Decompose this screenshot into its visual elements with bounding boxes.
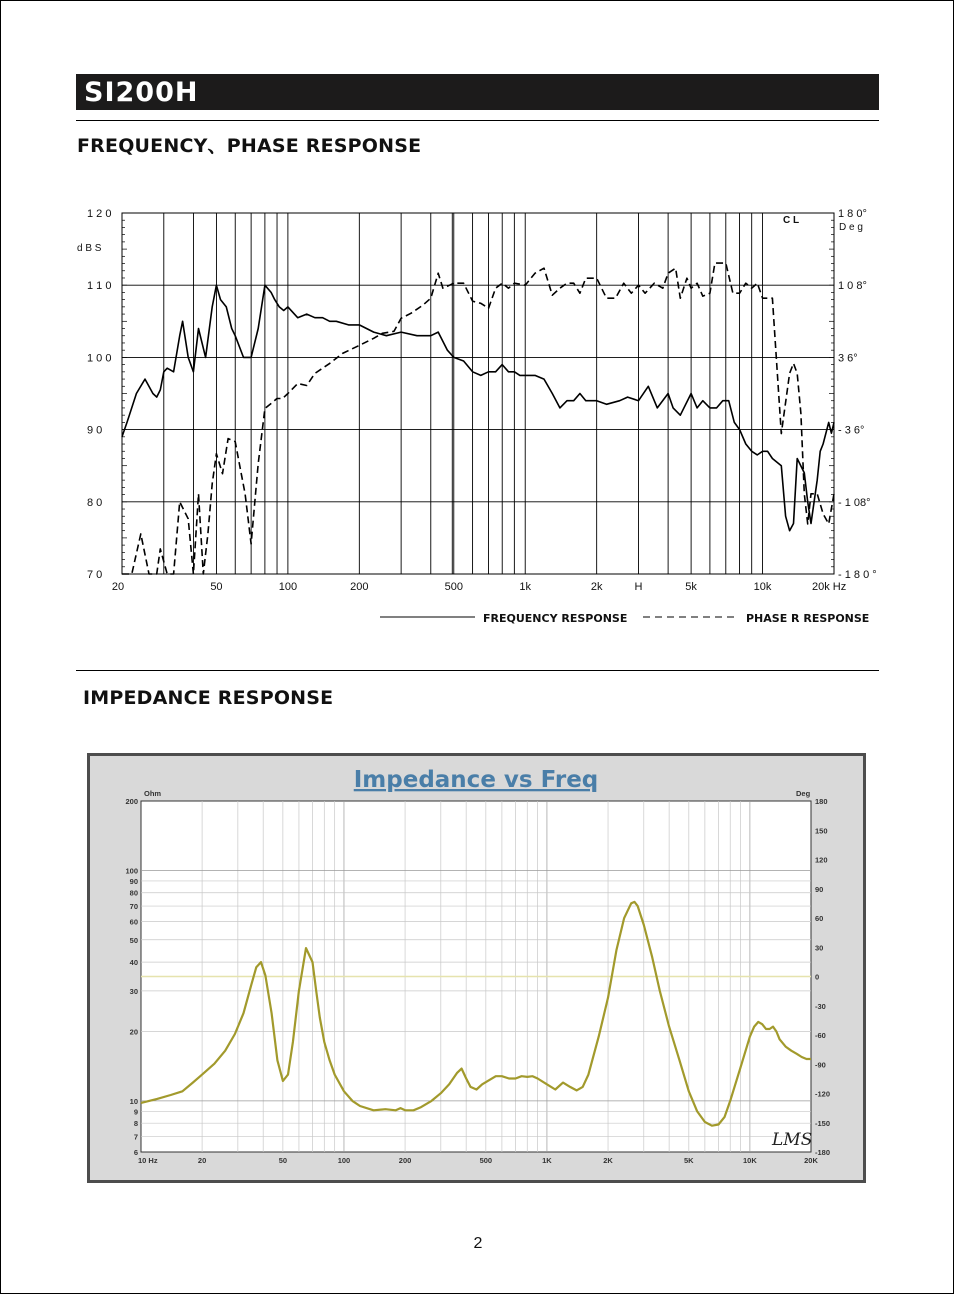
imp-y2-tick-label: -150 xyxy=(815,1118,831,1128)
fr-x-tick-label: 20 xyxy=(111,581,125,593)
fr-x-tick-label: 20k Hz xyxy=(812,581,847,593)
fr-y-tick-label: 1 0 0 xyxy=(87,352,112,365)
fr-x-tick-label: 2k xyxy=(590,581,603,593)
imp-x-tick-label: 500 xyxy=(479,1156,493,1165)
imp-y2-tick-label: -30 xyxy=(815,1001,826,1011)
fr-y-tick-label: 1 2 0 xyxy=(87,208,112,220)
fr-x-tick-label: 50 xyxy=(210,581,223,593)
fr-y2-tick-label: 1 8 0° xyxy=(838,208,867,220)
imp-y-tick-label: 8 xyxy=(133,1119,138,1129)
imp-watermark-lms: LMS xyxy=(772,1130,813,1150)
impedance-chart xyxy=(1,1,953,1201)
imp-x-tick-label: 20 xyxy=(197,1156,207,1165)
imp-y2-tick-label: -120 xyxy=(815,1089,831,1099)
impedance-section-title: IMPEDANCE RESPONSE xyxy=(83,687,334,709)
imp-y2-tick-label: 120 xyxy=(815,855,828,865)
fr-y2-tick-label: 1 0 8° xyxy=(838,280,867,293)
legend-phase-label: PHASE R RESPONSE xyxy=(746,612,870,625)
model-title: SI200H xyxy=(84,77,199,108)
imp-y-tick-label: 90 xyxy=(129,876,138,886)
imp-y2-tick-label: -180 xyxy=(815,1148,831,1157)
imp-x-tick-label: 10 Hz xyxy=(138,1156,158,1165)
imp-x-tick-label: 200 xyxy=(398,1156,412,1165)
page-number: 2 xyxy=(473,1235,483,1252)
imp-x-tick-label: 10K xyxy=(743,1156,757,1165)
imp-y-tick-label: 40 xyxy=(129,958,138,968)
imp-y-tick-label: 20 xyxy=(129,1027,138,1037)
fr-left-unit-label: d B S xyxy=(77,243,102,254)
fr-y-tick-label: 9 0 xyxy=(87,424,103,437)
legend-frequency-label: FREQUENCY RESPONSE xyxy=(483,612,628,625)
imp-left-unit-label: Ohm xyxy=(144,789,162,798)
fr-x-tick-label: H xyxy=(634,581,643,593)
fr-x-tick-label: 10k xyxy=(753,581,772,593)
imp-y2-tick-label: 30 xyxy=(815,943,824,953)
fr-corner-label: C L xyxy=(783,215,800,226)
imp-y2-tick-label: -90 xyxy=(815,1060,826,1070)
imp-y2-tick-label: -60 xyxy=(815,1031,826,1040)
imp-y-tick-label: 200 xyxy=(125,797,138,806)
imp-y-tick-label: 80 xyxy=(129,888,138,898)
fr-y2-tick-label: - 1 8 0 ° xyxy=(838,569,877,581)
imp-x-tick-label: 50 xyxy=(278,1156,288,1165)
fr-right-unit-label: D e g xyxy=(839,222,863,233)
imp-x-tick-label: 2K xyxy=(603,1156,613,1165)
frequency-section-title: FREQUENCY、PHASE RESPONSE xyxy=(77,135,422,157)
imp-x-tick-label: 100 xyxy=(337,1156,351,1165)
fr-y2-tick-label: - 3 6° xyxy=(838,424,865,437)
imp-y-tick-label: 10 xyxy=(129,1096,138,1106)
fr-x-tick-label: 5k xyxy=(685,581,697,593)
fr-y-tick-label: 1 1 0 xyxy=(87,280,112,293)
imp-y2-tick-label: 0 xyxy=(815,972,820,982)
imp-x-tick-label: 5K xyxy=(684,1156,694,1165)
fr-y-tick-label: 7 0 xyxy=(87,569,103,581)
imp-x-tick-label: 20K xyxy=(804,1156,818,1165)
fr-y2-tick-label: - 1 08° xyxy=(838,496,871,509)
fr-x-tick-label: 1k xyxy=(519,581,532,593)
imp-y-tick-label: 9 xyxy=(133,1107,138,1117)
imp-y-tick-label: 100 xyxy=(125,866,138,876)
imp-y-tick-label: 70 xyxy=(129,902,138,912)
imp-y2-tick-label: 150 xyxy=(815,826,828,836)
imp-y-tick-label: 6 xyxy=(133,1148,138,1157)
imp-y-tick-label: 60 xyxy=(129,917,138,927)
imp-y-tick-label: 30 xyxy=(129,986,138,996)
imp-y-tick-label: 50 xyxy=(129,935,138,945)
fr-x-tick-label: 200 xyxy=(350,581,369,593)
fr-x-tick-label: 100 xyxy=(278,581,298,593)
imp-y2-tick-label: 180 xyxy=(815,797,828,806)
imp-right-unit-label: Deg xyxy=(796,789,811,798)
fr-x-tick-label: 500 xyxy=(444,581,463,593)
imp-y2-tick-label: 60 xyxy=(815,914,824,923)
fr-y-tick-label: 8 0 xyxy=(87,496,103,509)
imp-y-tick-label: 7 xyxy=(133,1132,138,1142)
fr-y2-tick-label: 3 6° xyxy=(838,352,858,365)
impedance-chart-title: Impedance vs Freq xyxy=(353,767,599,793)
imp-x-tick-label: 1K xyxy=(542,1156,552,1165)
imp-y2-tick-label: 90 xyxy=(815,884,824,894)
